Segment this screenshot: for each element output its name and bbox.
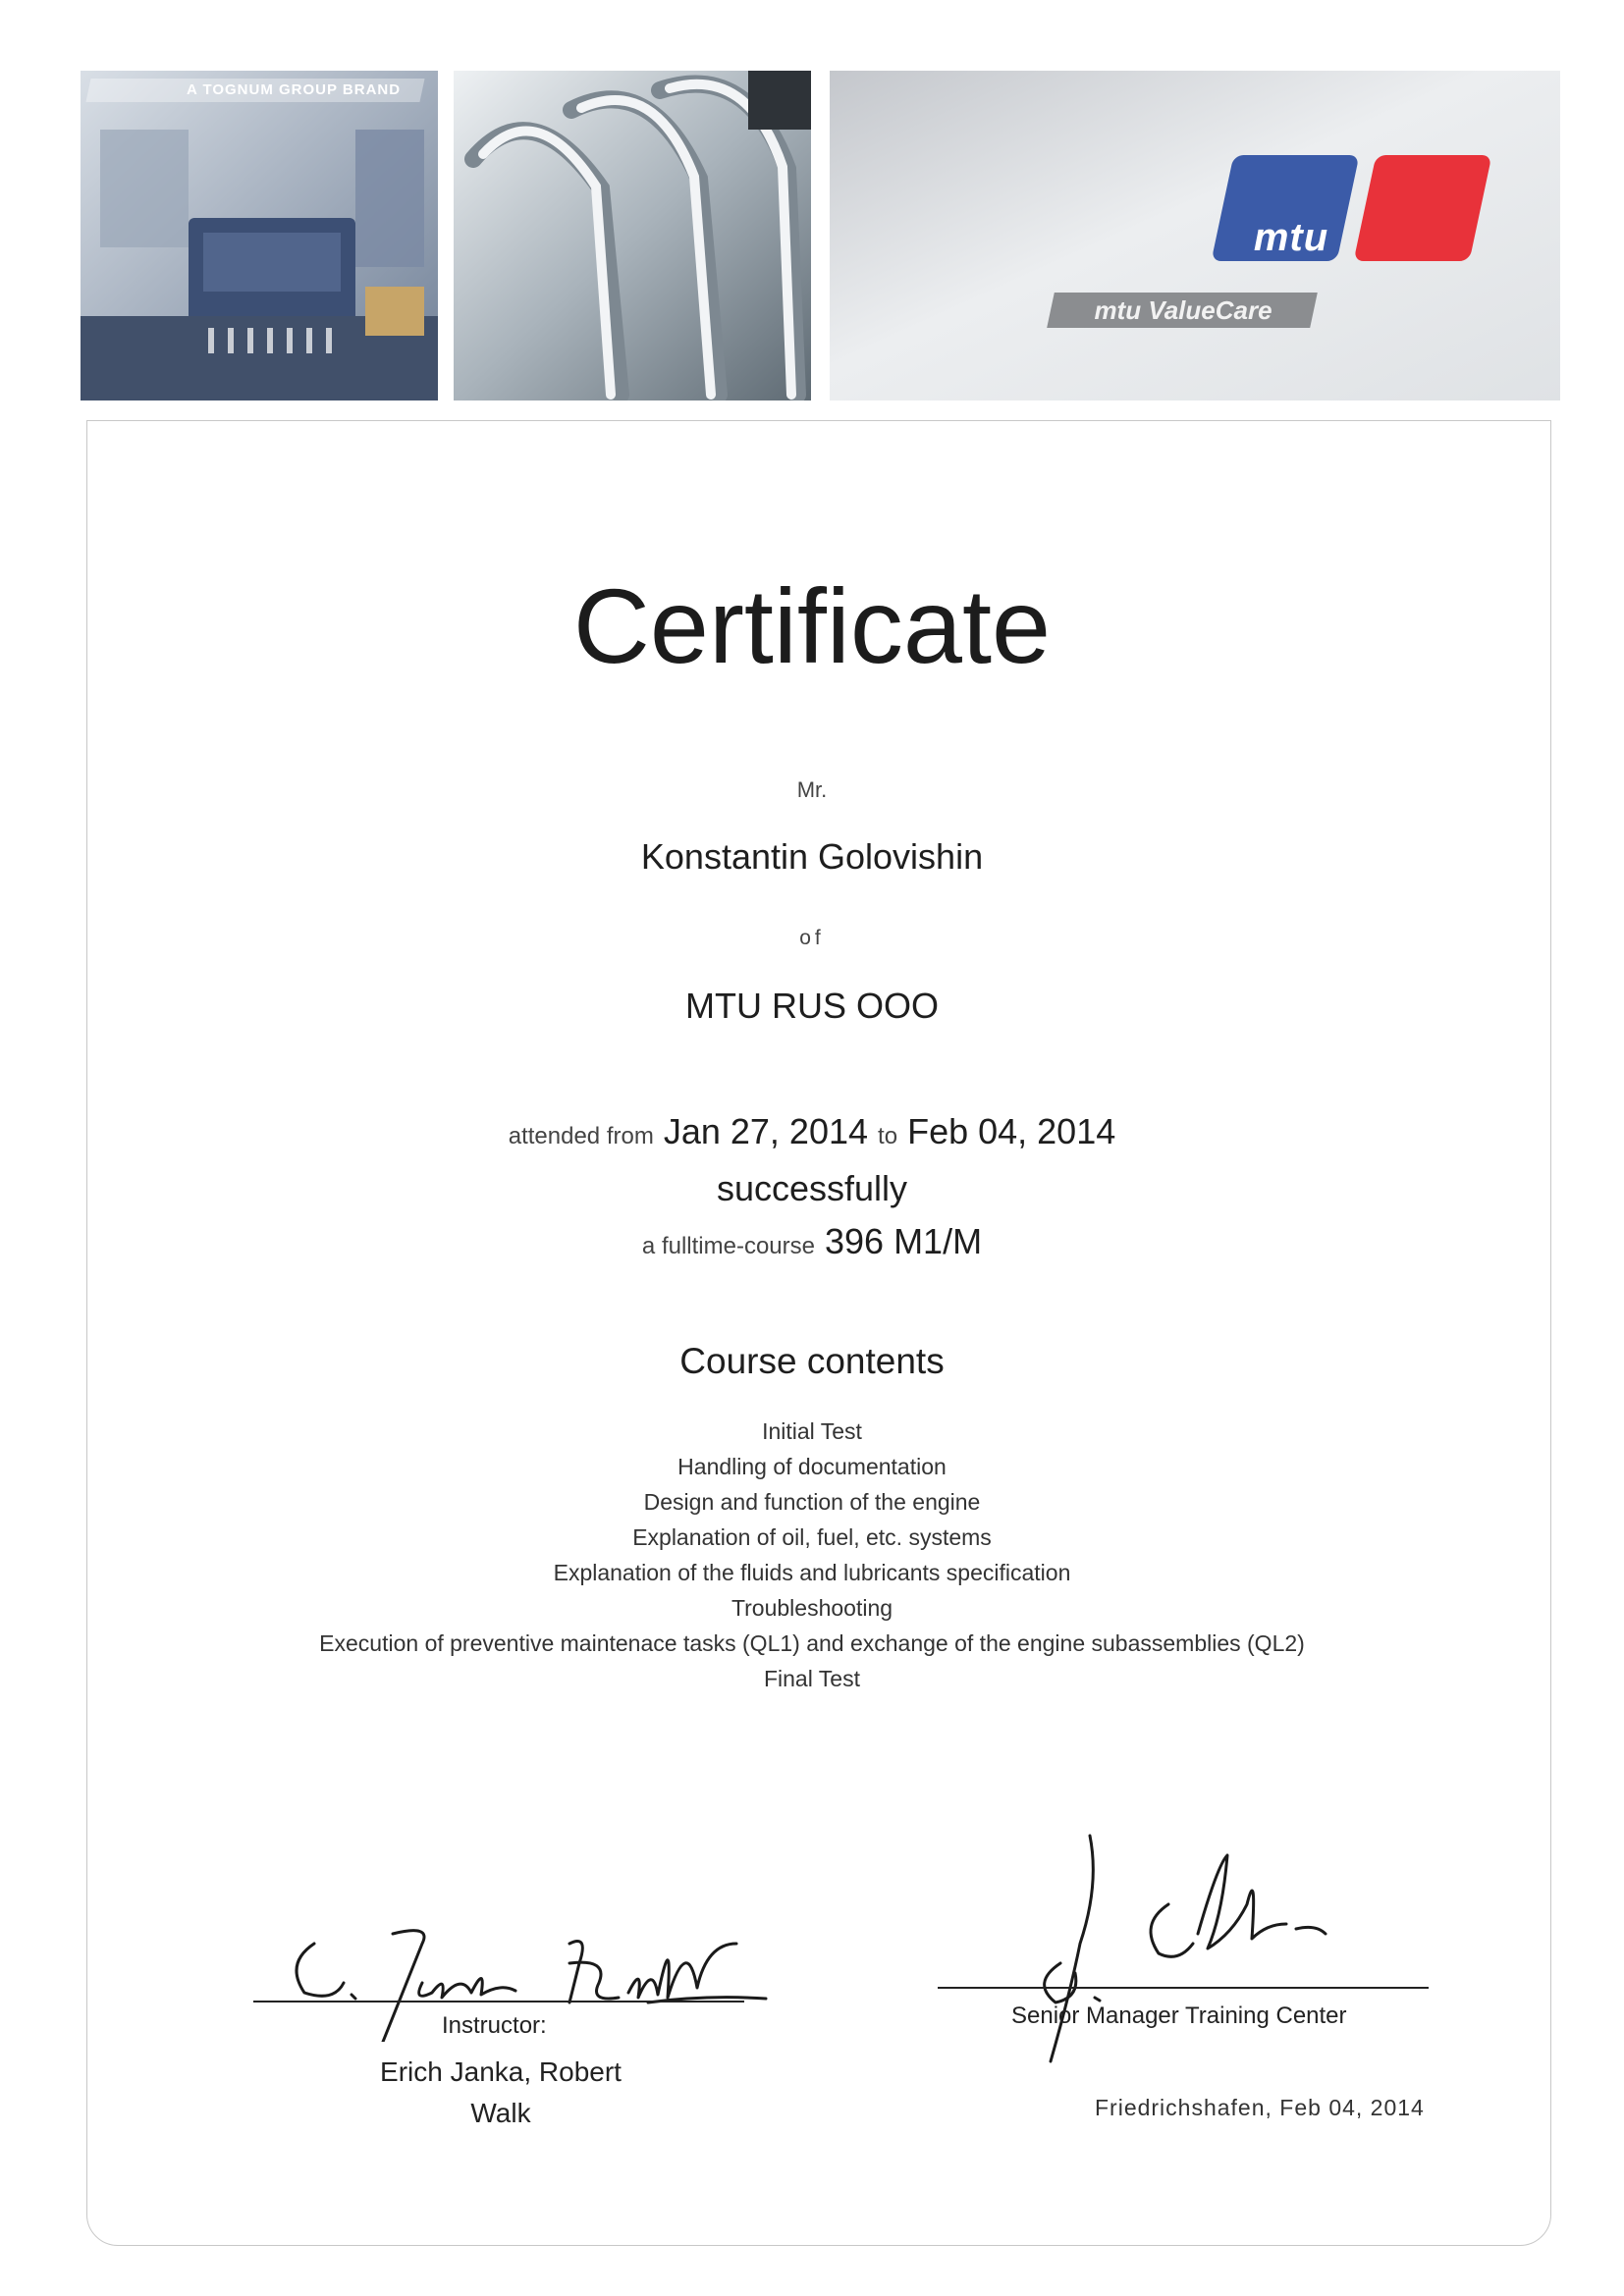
manager-signature bbox=[1021, 1826, 1355, 2071]
recipient-name: Konstantin Golovishin bbox=[640, 836, 984, 877]
list-item: Final Test bbox=[763, 1666, 860, 1691]
place-and-date: Friedrichshafen, Feb 04, 2014 bbox=[1095, 2095, 1425, 2120]
valuecare-label: mtu ValueCare bbox=[1094, 295, 1272, 325]
attended-from-label: attended from bbox=[508, 1123, 654, 1149]
date-to: Feb 04, 2014 bbox=[907, 1111, 1116, 1151]
mtu-logo-red bbox=[1354, 155, 1492, 261]
manager-title: Senior Manager Training Center bbox=[1011, 2002, 1347, 2029]
course-label: a fulltime-course bbox=[641, 1233, 815, 1259]
course-contents-title: Course contents bbox=[679, 1341, 945, 1381]
instructor-names: Erich Janka, Robert Walk bbox=[380, 2056, 622, 2128]
circuit-board-photo bbox=[81, 71, 438, 400]
brand-tag: A TOGNUM GROUP BRAND bbox=[187, 81, 402, 98]
instructor-signature-line bbox=[253, 2001, 744, 2002]
list-item: Explanation of oil, fuel, etc. systems bbox=[632, 1524, 992, 1550]
mtu-logo-text: mtu bbox=[1253, 216, 1329, 259]
list-item: Execution of preventive maintenace tasks (QL1) and exchange of the engine subassemblies (QL2) bbox=[319, 1630, 1305, 1656]
list-item: Initial Test bbox=[762, 1418, 862, 1444]
date-from: Jan 27, 2014 bbox=[663, 1111, 869, 1151]
list-item: Explanation of the fluids and lubricants specification bbox=[553, 1560, 1071, 1585]
instructor-label: Instructor: bbox=[442, 2012, 547, 2039]
list-item: Design and function of the engine bbox=[643, 1489, 981, 1515]
course-contents-list bbox=[0, 1414, 1624, 1696]
to-label: to bbox=[878, 1123, 898, 1149]
list-item: Handling of documentation bbox=[677, 1454, 947, 1479]
engine-photo bbox=[454, 71, 811, 400]
list-item: Troubleshooting bbox=[731, 1595, 893, 1621]
certificate-title: Certificate bbox=[572, 566, 1052, 685]
result-text: successfully bbox=[716, 1168, 908, 1208]
attendance-period bbox=[0, 1111, 1624, 1152]
course-line bbox=[0, 1221, 1624, 1262]
manager-signature-line bbox=[938, 1987, 1429, 1989]
company-name: MTU RUS OOO bbox=[685, 986, 939, 1026]
salutation: Mr. bbox=[796, 777, 828, 802]
of-label: of bbox=[799, 927, 825, 949]
course-code: 396 M1/M bbox=[825, 1221, 983, 1261]
